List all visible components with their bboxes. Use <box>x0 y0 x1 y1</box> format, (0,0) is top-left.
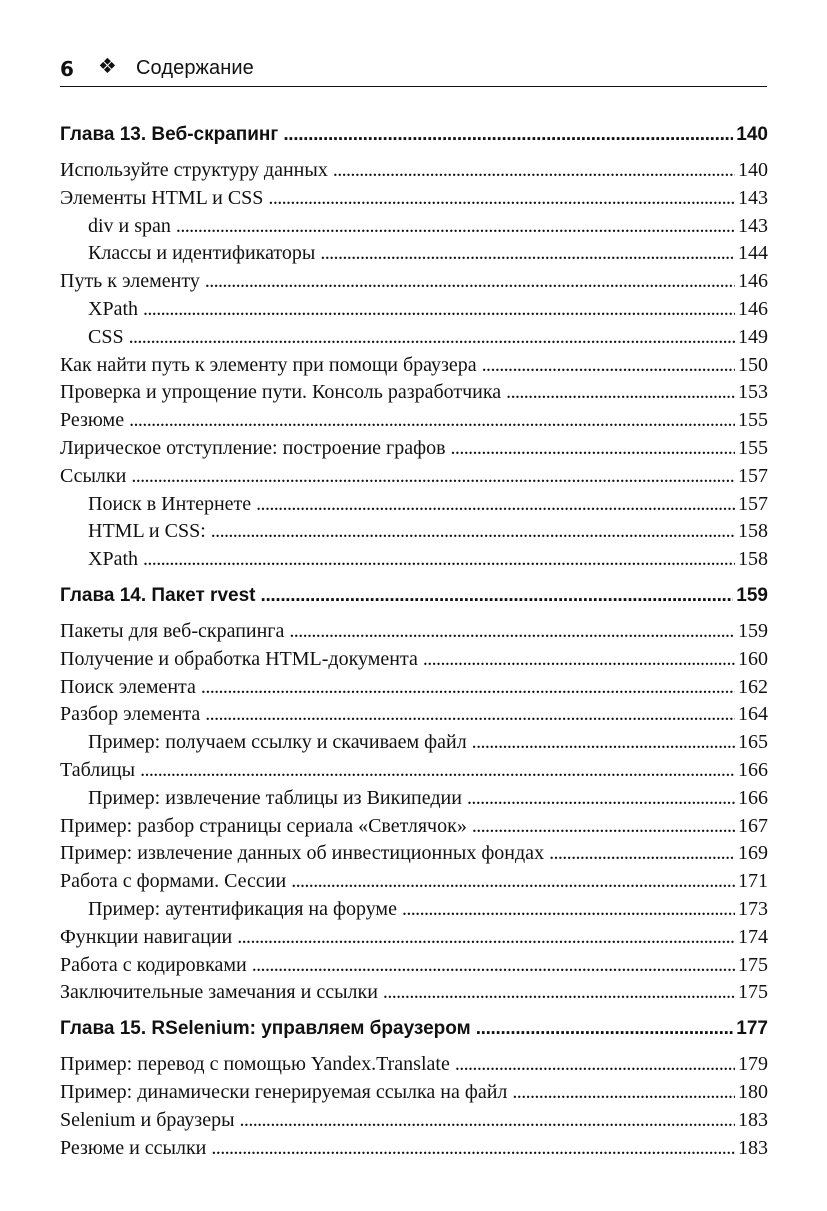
toc-subsection-entry[interactable] <box>60 213 768 241</box>
toc-entry-title: XPath <box>88 297 138 320</box>
toc-entry-title: Пример: аутентификация на форуме <box>88 897 397 920</box>
toc-entry-page: 143 <box>738 186 768 209</box>
dot-leader <box>240 1107 735 1135</box>
toc-entry-page: 144 <box>738 242 768 265</box>
toc-entry-title: Элементы HTML и CSS <box>60 186 264 209</box>
toc-section-entry[interactable] <box>60 757 768 785</box>
toc-entry-page: 174 <box>738 925 768 948</box>
toc-section-entry[interactable] <box>60 1107 768 1135</box>
toc-entry-page: 158 <box>738 548 768 571</box>
toc-entry-page: 146 <box>738 270 768 293</box>
toc-subsection-entry[interactable] <box>60 729 768 757</box>
toc-entry-title: Пакеты для веб-скрапинга <box>60 619 285 642</box>
toc-chapter-entry[interactable] <box>60 582 768 610</box>
toc-entry-title: Пример: разбор страницы сериала «Светлячок» <box>60 814 467 837</box>
dot-leader <box>129 324 735 352</box>
toc-entry-title: XPath <box>88 548 138 571</box>
toc-entry-title: Работа с формами. Сессии <box>60 870 287 893</box>
toc-entry-page: 157 <box>738 492 768 515</box>
toc-section-entry[interactable] <box>60 646 768 674</box>
dot-leader <box>143 296 735 324</box>
toc-section-entry[interactable] <box>60 840 768 868</box>
toc-entry-title: Классы и идентификаторы <box>88 242 316 265</box>
toc-subsection-entry[interactable] <box>60 296 768 324</box>
dot-leader <box>549 840 735 868</box>
toc-entry-title: Глава 15. RSelenium: управляем браузером <box>60 1018 471 1040</box>
toc-entry-title: Резюме <box>60 409 125 432</box>
toc-section-entry[interactable] <box>60 1135 768 1163</box>
toc-entry-page: 159 <box>736 584 768 606</box>
toc-entry-page: 146 <box>738 297 768 320</box>
toc-entry-page: 140 <box>736 124 768 145</box>
toc-subsection-entry[interactable] <box>60 491 768 519</box>
toc-entry-page: 149 <box>738 325 768 348</box>
dot-leader <box>260 582 733 610</box>
toc-section-entry[interactable] <box>60 185 768 213</box>
table-of-contents <box>60 121 768 1162</box>
toc-entry-page: 164 <box>738 703 768 726</box>
dot-leader <box>472 813 735 841</box>
toc-entry-page: 150 <box>738 353 768 376</box>
running-title: Содержание <box>136 57 254 79</box>
dot-leader <box>455 1051 735 1079</box>
dot-leader <box>451 435 735 463</box>
toc-entry-title: Заключительные замечания и ссылки <box>60 981 378 1004</box>
toc-section-entry[interactable] <box>60 813 768 841</box>
toc-entry-page: 175 <box>738 953 768 976</box>
toc-section-entry[interactable] <box>60 379 768 407</box>
toc-entry-page: 183 <box>738 1136 768 1159</box>
toc-entry-page: 159 <box>738 619 768 642</box>
toc-entry-page: 179 <box>738 1053 768 1076</box>
dot-leader <box>402 896 735 924</box>
dot-leader <box>256 491 735 519</box>
dot-leader <box>176 213 735 241</box>
dot-leader <box>320 240 735 268</box>
toc-entry-title: Как найти путь к элементу при помощи браузера <box>60 353 477 376</box>
toc-chapter-entry[interactable] <box>60 121 768 149</box>
dot-leader <box>201 674 735 702</box>
toc-entry-title: Используйте структуру данных <box>60 159 328 181</box>
toc-entry-page: 166 <box>738 758 768 781</box>
toc-section-entry[interactable] <box>60 435 768 463</box>
toc-entry-title: Ссылки <box>60 464 127 487</box>
toc-entry-title: Получение и обработка HTML-документа <box>60 647 418 670</box>
toc-entry-title: Разбор элемента <box>60 703 201 726</box>
toc-section-entry[interactable] <box>60 268 768 296</box>
toc-entry-page: 175 <box>738 981 768 1004</box>
dot-leader <box>423 646 735 674</box>
dot-leader <box>506 379 735 407</box>
toc-entry-page: 157 <box>738 464 768 487</box>
toc-entry-page: 173 <box>738 897 768 920</box>
dot-leader <box>268 185 735 213</box>
toc-section-entry[interactable] <box>60 674 768 702</box>
toc-entry-title: Проверка и упрощение пути. Консоль разработчика <box>60 381 502 404</box>
toc-entry-page: 165 <box>738 731 768 754</box>
toc-entry-title: CSS <box>88 325 124 348</box>
toc-entry-page: 160 <box>738 647 768 670</box>
toc-subsection-entry[interactable] <box>60 240 768 268</box>
dot-leader <box>476 1015 734 1043</box>
toc-entry-page: 171 <box>738 870 768 893</box>
dot-leader <box>205 701 735 729</box>
toc-subsection-entry[interactable] <box>60 518 768 546</box>
toc-section-entry[interactable] <box>60 952 768 980</box>
toc-entry-page: 162 <box>738 675 768 698</box>
toc-entry-title: Резюме и ссылки <box>60 1136 207 1159</box>
dot-leader <box>211 518 735 546</box>
toc-entry-title: Поиск в Интернете <box>88 492 252 515</box>
toc-section-entry[interactable] <box>60 701 768 729</box>
toc-entry-page: 155 <box>738 409 768 432</box>
toc-entry-title: Поиск элемента <box>60 675 196 698</box>
toc-entry-title: Таблицы <box>60 758 136 781</box>
dot-leader <box>333 157 735 185</box>
toc-subsection-entry[interactable] <box>60 546 768 574</box>
toc-chapter-entry[interactable] <box>60 1015 768 1043</box>
dot-leader <box>143 546 735 574</box>
dot-leader <box>129 407 735 435</box>
toc-entry-title: Пример: извлечение данных об инвестиционных фондах <box>60 842 545 865</box>
toc-entry-page: 140 <box>738 159 768 181</box>
toc-entry-title: HTML и CSS: <box>88 520 206 543</box>
dot-leader <box>383 979 735 1007</box>
toc-section-entry[interactable] <box>60 1051 768 1079</box>
toc-entry-page: 167 <box>738 814 768 837</box>
toc-entry-page: 183 <box>738 1108 768 1131</box>
dot-leader <box>131 463 735 491</box>
toc-entry-page: 166 <box>738 786 768 809</box>
toc-subsection-entry[interactable] <box>60 896 768 924</box>
toc-entry-page: 143 <box>738 214 768 237</box>
toc-entry-page: 177 <box>736 1018 768 1040</box>
toc-entry-title: Пример: получаем ссылку и скачиваем файл <box>88 731 467 754</box>
toc-section-entry[interactable] <box>60 1079 768 1107</box>
dot-leader <box>252 952 735 980</box>
toc-section-entry[interactable] <box>60 618 768 646</box>
dot-leader <box>291 868 735 896</box>
running-header <box>60 52 767 87</box>
toc-entry-page: 158 <box>738 520 768 543</box>
dot-leader <box>482 352 735 380</box>
toc-section-entry[interactable] <box>60 868 768 896</box>
toc-section-entry[interactable] <box>60 157 768 185</box>
page-number: 6 <box>60 57 74 81</box>
dot-leader <box>205 268 735 296</box>
toc-entry-page: 169 <box>738 842 768 865</box>
toc-section-entry[interactable] <box>60 352 768 380</box>
dot-leader <box>140 757 735 785</box>
toc-entry-title: Лирическое отступление: построение графов <box>60 436 446 459</box>
toc-entry-title: Selenium и браузеры <box>60 1108 235 1131</box>
toc-entry-title: Пример: извлечение таблицы из Википедии <box>88 786 462 809</box>
toc-entry-page: 153 <box>738 381 768 404</box>
toc-entry-title: div и span <box>88 214 171 237</box>
dot-leader <box>472 729 735 757</box>
toc-entry-title: Функции навигации <box>60 925 233 948</box>
toc-entry-title: Путь к элементу <box>60 270 200 293</box>
dot-leader <box>512 1079 735 1107</box>
toc-entry-title: Глава 13. Веб-скрапинг <box>60 124 279 145</box>
toc-section-entry[interactable] <box>60 407 768 435</box>
toc-section-entry[interactable] <box>60 463 768 491</box>
toc-section-entry[interactable] <box>60 924 768 952</box>
toc-entry-title: Глава 14. Пакет rvest <box>60 584 256 606</box>
toc-subsection-entry[interactable] <box>60 785 768 813</box>
dot-leader <box>289 618 735 646</box>
toc-entry-title: Пример: динамически генерируемая ссылка на файл <box>60 1080 508 1103</box>
dot-leader <box>237 924 735 952</box>
toc-section-entry[interactable] <box>60 979 768 1007</box>
dot-leader <box>467 785 735 813</box>
toc-entry-page: 155 <box>738 436 768 459</box>
ornament-icon: ❖ <box>98 54 117 78</box>
dot-leader <box>211 1135 735 1163</box>
toc-entry-title: Работа с кодировками <box>60 953 247 976</box>
toc-entry-title: Пример: перевод с помощью Yandex.Translate <box>60 1053 450 1076</box>
dot-leader <box>283 121 733 149</box>
toc-subsection-entry[interactable] <box>60 324 768 352</box>
toc-entry-page: 180 <box>738 1080 768 1103</box>
